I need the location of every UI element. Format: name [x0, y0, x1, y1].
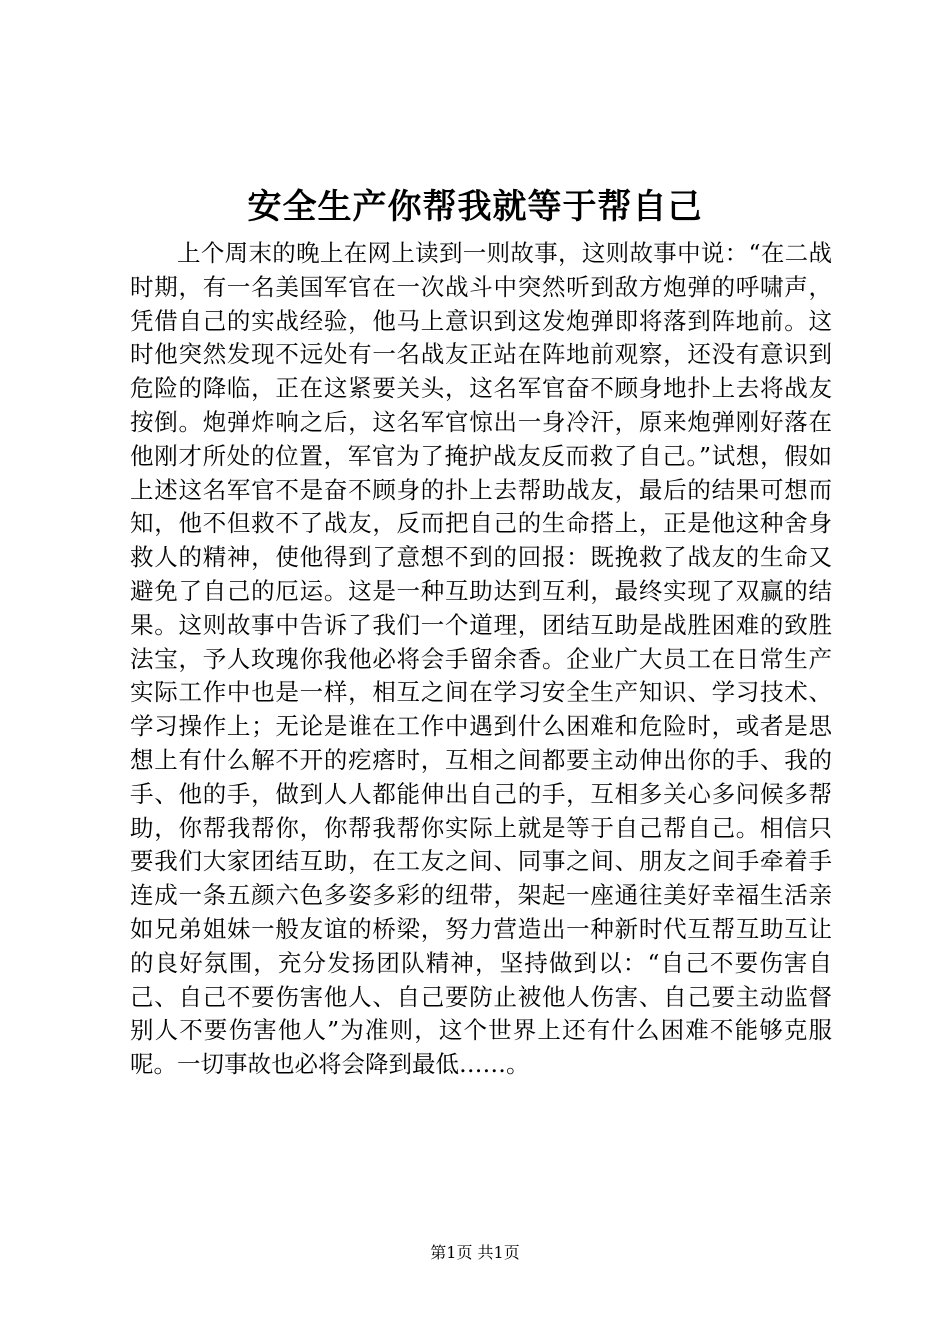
page-number-footer: 第1页 共1页 — [430, 1243, 520, 1262]
body-paragraph: 上个周末的晚上在网上读到一则故事，这则故事中说：“在二战时期，有一名美国军官在一次战斗中突然听到敌方炮弹的呼啸声，凭借自己的实战经验，他马上意识到这发炮弹即将落到阵地前。这时他突然发现不远处有一名战友正站在阵地前观察，还没有意识到危险的降临，正在这紧要关头，这名军官奋不顾身地扑上去将战友按倒。炮弹炸响之后，这名军官惊出一身冷汗，原来炮弹刚好落在他刚才所处的位置，军官为了掩护战友反而救了自己。”试想，假如上述这名军官不是奋不顾身的扑上去帮助战友，最后的结果可想而知，他不但救不了战友，反而把自己的生命搭上，正是他这种舍身救人的精神，使他得到了意想不到的回报：既挽救了战友的生命又避免了自己的厄运。这是一种互助达到互利，最终实现了双赢的结果。这则故事中告诉了我们一个道理，团结互助是战胜困难的致胜法宝，予人玫瑰你我他必将会手留余香。企业广大员工在日常生产实际工作中也是一样，相互之间在学习安全生产知识、学习技术、学习操作上；无论是谁在工作中遇到什么困难和危险时，或者是思想上有什么解不开的疙瘩时，互相之间都要主动伸出你的手、我的手、他的手，做到人人都能伸出自己的手，互相多关心多问候多帮助，你帮我帮你，你帮我帮你实际上就是等于自己帮自己。相信只要我们大家团结互助，在工友之间、同事之间、朋友之间手牵着手连成一条五颜六色多姿多彩的纽带，架起一座通往美好幸福生活亲如兄弟姐妹一般友谊的桥梁，努力营造出一种新时代互帮互助互让的良好氛围，充分发扬团队精神，坚持做到以：“自己不要伤害自己、自己不要伤害他人、自己要防止被他人伤害、自己要主动监督别人不要伤害他人”为准则，这个世界上还有什么困难不能够克服呢。一切事故也必将会降到最低……。 — [130, 239, 832, 1079]
page-title: 安全生产你帮我就等于帮自己 — [247, 187, 703, 227]
